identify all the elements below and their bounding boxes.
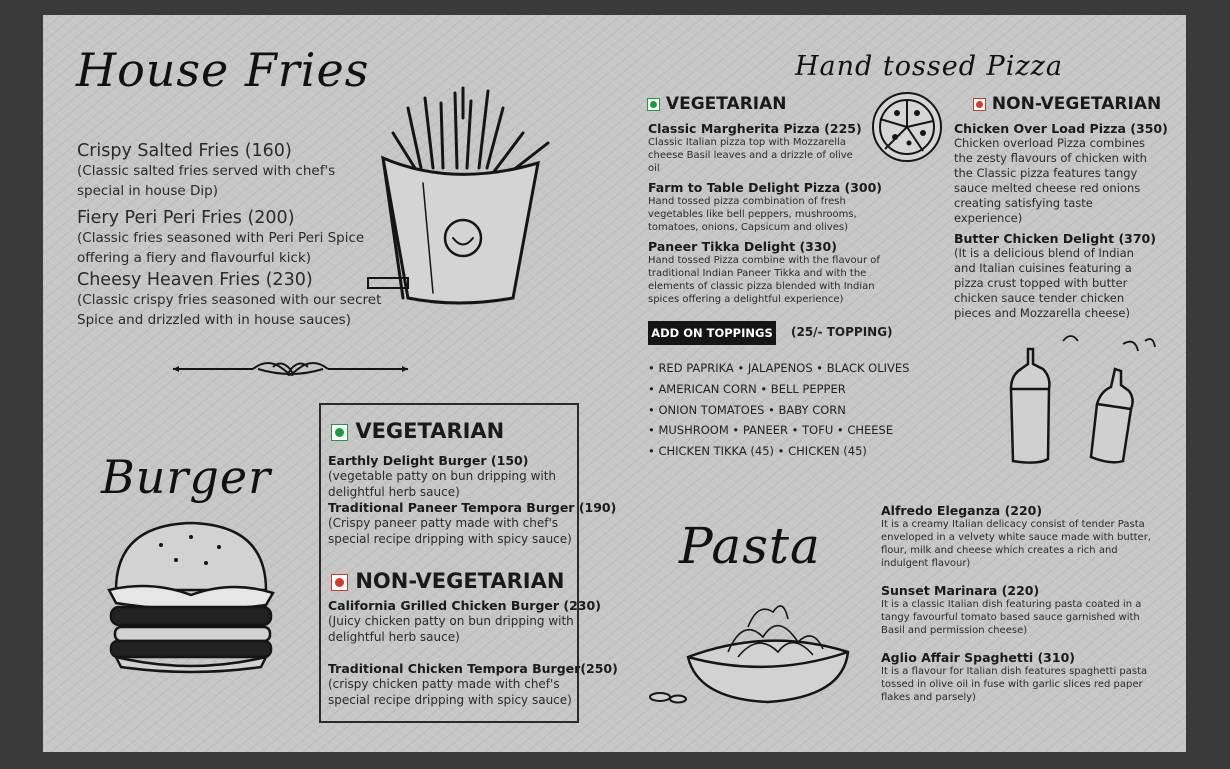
nonveg-mark-icon (973, 98, 986, 111)
burger-veg-heading (331, 419, 504, 443)
toppings-line: • MUSHROOM • PANEER • TOFU • CHEESE (648, 423, 894, 438)
toppings-price: (25/- TOPPING) (791, 325, 893, 339)
burger-item-name: Traditional Chicken Tempora Burger(250) (328, 661, 618, 676)
veg-mark-icon (331, 424, 348, 441)
menu-page (43, 15, 1186, 752)
fries-item-desc: (Classic fries seasoned with Peri Peri Spice offering a fiery and flavourful kick) (77, 230, 365, 266)
burger-item-desc: (Juicy chicken patty on bun dripping with delightful herb sauce) (328, 614, 574, 644)
burger-veg-label: VEGETARIAN (355, 419, 505, 443)
burger-item-desc: (Crispy paneer patty made with chef's special recipe dripping with spicy sauce) (328, 516, 572, 546)
toppings-line: • RED PAPRIKA • JALAPENOS • BLACK OLIVES (648, 361, 910, 375)
pizza-item-desc: Hand tossed Pizza combine with the flavour of traditional Indian Paneer Tikka and with the elements of classic pizza blended with Indian spices offering a delightful experience) (648, 255, 880, 305)
pizza-item-name: Butter Chicken Delight (370) (954, 231, 1156, 246)
fries-item-desc: (Classic salted fries served with chef's special in house Dip) (77, 163, 336, 199)
ornament-divider (173, 355, 408, 383)
toppings-line: • CHICKEN TIKKA (45) • CHICKEN (45) (648, 444, 867, 459)
pasta-item-desc: It is a creamy Italian delicacy consist of tender Pasta enveloped in a velvety white sauce made with butter, flour, milk and cheese which creates a rich and indulgent flavour) (881, 519, 1151, 569)
pizza-item-name: Classic Margherita Pizza (225) (648, 121, 862, 136)
pizza-item-name: Farm to Table Delight Pizza (300) (648, 180, 883, 195)
pizza-nonveg-label: NON-VEGETARIAN (991, 94, 1162, 114)
fries-illustration (363, 73, 563, 308)
sauce-bottles-illustration (1003, 329, 1163, 469)
burger-item-desc: (vegetable patty on bun dripping with delightful herb sauce) (328, 469, 557, 499)
burger-item-name: Earthly Delight Burger (150) (328, 453, 529, 468)
toppings-list (648, 358, 909, 462)
pasta-list (881, 503, 1153, 704)
burger-nonveg-label: NON-VEGETARIAN (355, 569, 565, 593)
fries-item-name: Crispy Salted Fries (160) (77, 141, 292, 161)
pizza-veg-heading (647, 94, 787, 114)
pizza-item-name: Paneer Tikka Delight (330) (648, 239, 837, 254)
pasta-item-desc: It is a classic Italian dish featuring pasta coated in a tangy favourful tomato based sauce garnished with Basil and permission cheese) (881, 599, 1142, 636)
nonveg-mark-icon (331, 574, 348, 591)
burger-nonveg-list (328, 598, 618, 708)
pizza-item-desc: Classic Italian pizza top with Mozzarella cheese Basil leaves and a drizzle of olive oil (648, 137, 853, 174)
pasta-item-name: Alfredo Eleganza (220) (881, 503, 1043, 518)
burger-nonveg-heading (331, 569, 564, 593)
toppings-badge: ADD ON TOPPINGS (648, 321, 776, 345)
burger-item-desc: (crispy chicken patty made with chef's special recipe dripping with spicy sauce) (328, 677, 572, 707)
pasta-item-name: Sunset Marinara (220) (881, 583, 1040, 598)
burger-veg-list (328, 453, 617, 547)
burger-illustration (101, 515, 281, 673)
burger-item-name: California Grilled Chicken Burger (230) (328, 598, 601, 613)
pizza-item-desc: (It is a delicious blend of Indian and Italian cuisines featuring a pizza crust topped with butter chicken sauce tender chicken pieces and Mozzarella cheese) (954, 246, 1134, 320)
toppings-line: • AMERICAN CORN • BELL PEPPER (648, 381, 846, 396)
pizza-veg-list (648, 121, 883, 306)
pasta-item-name: Aglio Affair Spaghetti (310) (881, 650, 1075, 665)
pizza-item-desc: Chicken overload Pizza combines the zesty flavours of chicken with the Classic pizza features tangy sauce melted cheese red onions creating satisfying taste experience) (954, 136, 1147, 225)
fries-list (77, 141, 382, 330)
fries-title: House Fries (76, 43, 370, 97)
pizza-nonveg-list (954, 121, 1168, 321)
veg-mark-icon (647, 98, 660, 111)
fries-item-desc: (Classic crispy fries seasoned with our secret Spice and drizzled with in house sauces) (77, 292, 382, 328)
burger-item-name: Traditional Paneer Tempora Burger (190) (328, 500, 617, 515)
burger-box (319, 403, 618, 723)
pizza-title: Hand tossed Pizza (795, 51, 1063, 82)
pizza-illustration (865, 91, 949, 165)
burger-title: Burger (101, 450, 272, 504)
fries-item-name: Fiery Peri Peri Fries (200) (77, 208, 295, 228)
fries-item-name: Cheesy Heaven Fries (230) (77, 270, 313, 290)
pizza-veg-label: VEGETARIAN (665, 94, 787, 114)
toppings-line: • ONION TOMATOES • BABY CORN (648, 402, 846, 417)
pasta-item-desc: It is a flavour for Italian dish features spaghetti pasta tossed in olive oil in fuse with garlic slices red paper flakes and parsely) (881, 666, 1148, 703)
pizza-nonveg-heading (973, 94, 1161, 114)
pasta-title: Pasta (679, 517, 821, 575)
pizza-item-desc: Hand tossed pizza combination of fresh vegetables like bell peppers, mushrooms, tomatoes, onions, Capsicum and olives) (648, 196, 857, 233)
pasta-illustration (648, 587, 858, 705)
pizza-item-name: Chicken Over Load Pizza (350) (954, 121, 1168, 136)
